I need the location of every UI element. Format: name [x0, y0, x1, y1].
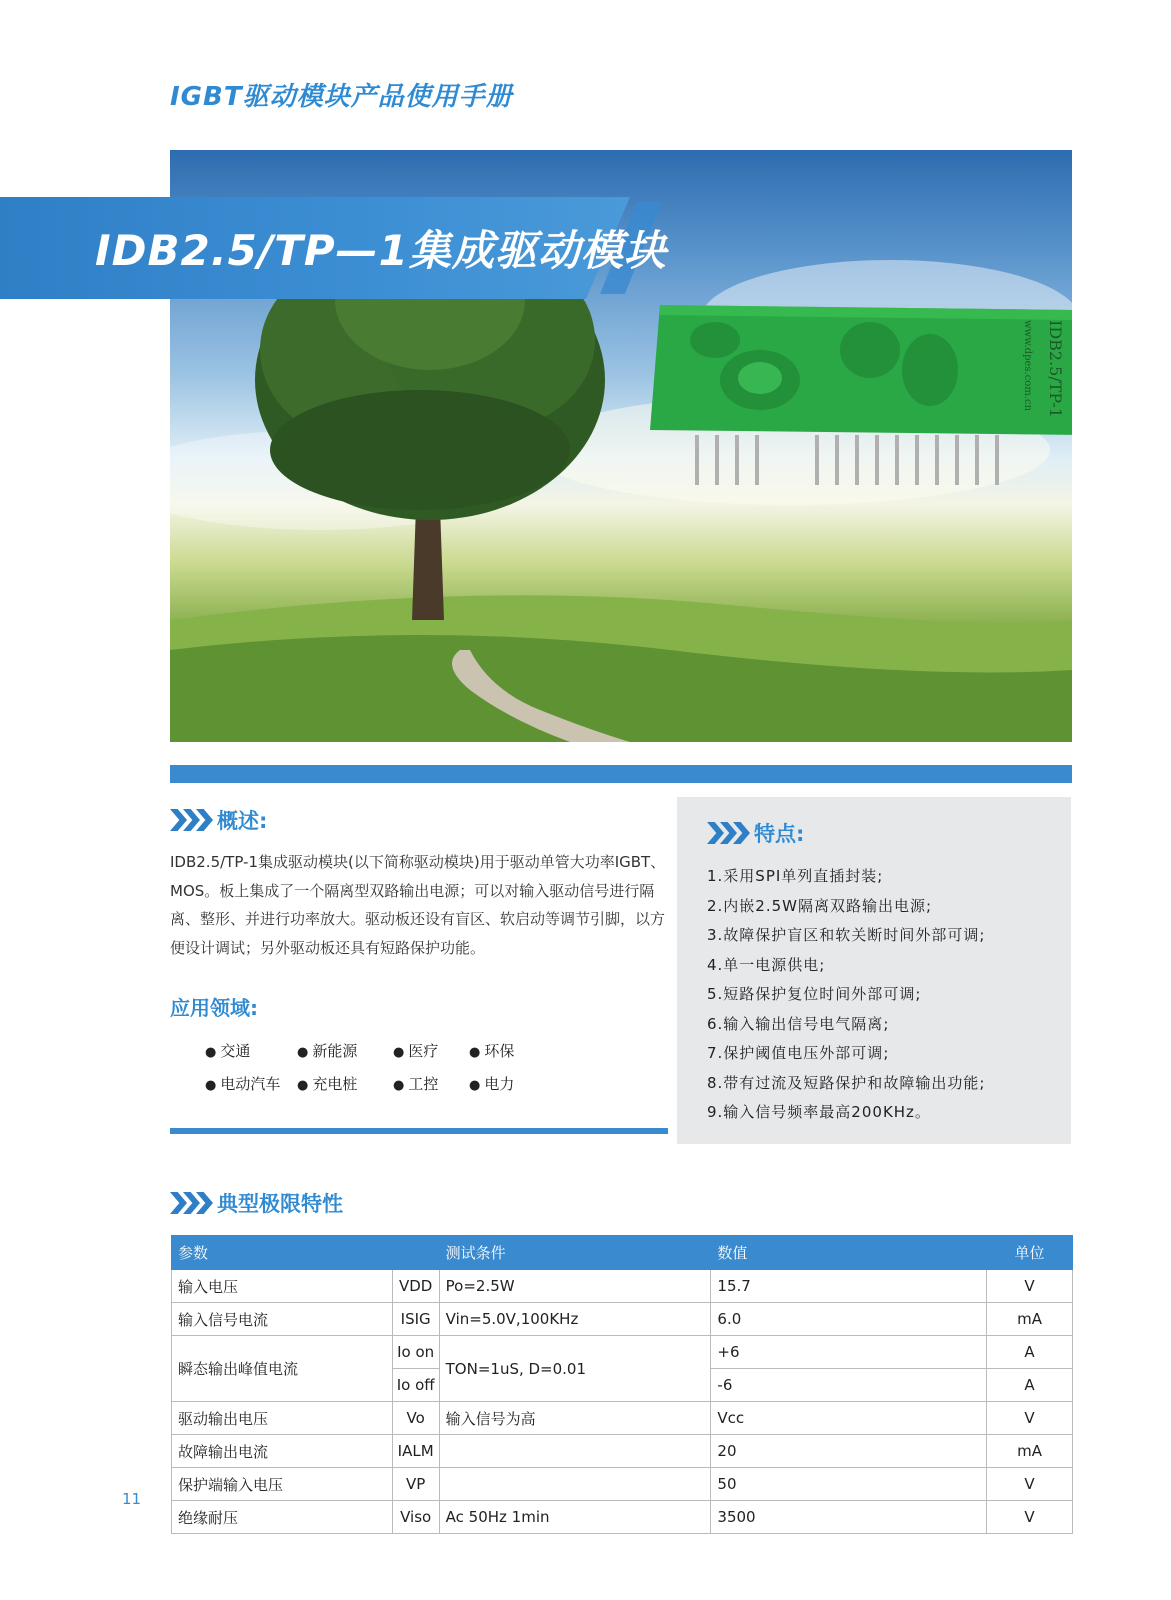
overview-title: 概述:: [217, 809, 268, 833]
feature-item: 5.短路保护复位时间外部可调;: [707, 985, 922, 1003]
application-item: ● 环保: [469, 1040, 545, 1061]
param-symbol: Io on: [392, 1336, 439, 1369]
application-item: ● 新能源: [297, 1040, 393, 1061]
param-value: 20: [711, 1435, 987, 1468]
application-item: ● 电力: [469, 1073, 545, 1094]
param-value: Vcc: [711, 1402, 987, 1435]
section-divider-bar: [170, 765, 1072, 783]
table-row: [172, 1435, 1073, 1468]
feature-item: 1.采用SPI单列直插封装;: [707, 867, 884, 885]
limits-title: 典型极限特性: [217, 1192, 343, 1216]
test-condition: [439, 1468, 711, 1501]
test-condition: Vin=5.0V,100KHz: [439, 1303, 711, 1336]
test-condition: [439, 1435, 711, 1468]
application-item: ● 充电桩: [297, 1073, 393, 1094]
param-unit: V: [987, 1402, 1073, 1435]
applications-title: 应用领域:: [170, 996, 258, 1020]
left-column-bottom-bar: [170, 1128, 668, 1134]
test-condition: 输入信号为高: [439, 1402, 711, 1435]
header-condition: 测试条件: [439, 1236, 711, 1270]
param-symbol: Viso: [392, 1501, 439, 1534]
table-row: [172, 1468, 1073, 1501]
application-item: ● 电动汽车: [205, 1073, 297, 1094]
chevron-right-icon: [170, 1192, 209, 1214]
feature-item: 3.故障保护盲区和软关断时间外部可调;: [707, 926, 986, 944]
param-unit: V: [987, 1270, 1073, 1303]
header-unit: 单位: [987, 1236, 1073, 1270]
table-header-row: [172, 1236, 1073, 1270]
module-model-label: IDB2.5/TP-1: [1046, 320, 1065, 418]
param-name: 驱动输出电压: [172, 1402, 393, 1435]
param-unit: A: [987, 1336, 1073, 1369]
limits-heading: [170, 1188, 343, 1218]
test-condition: Ac 50Hz 1min: [439, 1501, 711, 1534]
param-symbol: ISIG: [392, 1303, 439, 1336]
param-unit: A: [987, 1369, 1073, 1402]
header-value: 数值: [711, 1236, 987, 1270]
param-symbol: IALM: [392, 1435, 439, 1468]
application-item: ● 工控: [393, 1073, 469, 1094]
overview-heading: [170, 805, 267, 835]
application-item: ● 医疗: [393, 1040, 469, 1061]
application-item: ● 交通: [205, 1040, 297, 1061]
table-row: [172, 1303, 1073, 1336]
table-row: [172, 1402, 1073, 1435]
param-value: 3500: [711, 1501, 987, 1534]
chevron-right-icon: [707, 822, 746, 844]
features-list: [707, 862, 985, 1128]
overview-text: IDB2.5/TP-1集成驱动模块(以下简称驱动模块)用于驱动单管大功率IGBT、MOS。板上集成了一个隔离型双路输出电源；可以对输入驱动信号进行隔离、整形、并进行功率放大。驱动板还设有盲区、软启动等调节引脚，以方便设计调试；另外驱动板还具有短路保护功能。: [170, 853, 666, 957]
param-unit: V: [987, 1501, 1073, 1534]
table-row: [172, 1336, 1073, 1369]
table-row: [172, 1270, 1073, 1303]
feature-item: 6.输入输出信号电气隔离;: [707, 1014, 890, 1033]
param-unit: mA: [987, 1303, 1073, 1336]
test-condition: TON=1uS, D=0.01: [439, 1336, 711, 1402]
feature-item: 2.内嵌2.5W隔离双路输出电源;: [707, 896, 933, 915]
param-value: 15.7: [711, 1270, 987, 1303]
table-row: [172, 1501, 1073, 1534]
applications-list: [205, 1040, 545, 1094]
param-value: 6.0: [711, 1303, 987, 1336]
page-number: 11: [122, 1490, 142, 1508]
features-title: 特点:: [754, 822, 805, 846]
limits-table: [171, 1235, 1073, 1534]
document-header-title: IGBT驱动模块产品使用手册: [170, 82, 513, 112]
chevron-right-icon: [170, 809, 209, 831]
param-name: 输入信号电流: [172, 1303, 393, 1336]
product-title: IDB2.5/TP—1集成驱动模块: [95, 226, 667, 275]
feature-item: 9.输入信号频率最高200KHz。: [707, 1103, 931, 1121]
param-symbol: VDD: [392, 1270, 439, 1303]
feature-item: 8.带有过流及短路保护和故障输出功能;: [707, 1073, 986, 1092]
feature-item: 4.单一电源供电;: [707, 955, 826, 974]
param-unit: mA: [987, 1435, 1073, 1468]
features-heading: [707, 818, 804, 848]
module-website-label: www.dpes.com.cn: [1022, 320, 1033, 412]
param-name: 瞬态输出峰值电流: [172, 1336, 393, 1402]
feature-item: 7.保护阈值电压外部可调;: [707, 1044, 890, 1062]
param-symbol: Vo: [392, 1402, 439, 1435]
param-name: 保护端输入电压: [172, 1468, 393, 1501]
param-value: +6: [711, 1336, 987, 1369]
param-value: 50: [711, 1468, 987, 1501]
param-symbol: VP: [392, 1468, 439, 1501]
param-symbol: Io off: [392, 1369, 439, 1402]
param-unit: V: [987, 1468, 1073, 1501]
param-name: 故障输出电流: [172, 1435, 393, 1468]
param-name: 输入电压: [172, 1270, 393, 1303]
param-value: -6: [711, 1369, 987, 1402]
param-name: 绝缘耐压: [172, 1501, 393, 1534]
header-param: 参数: [172, 1236, 440, 1270]
test-condition: Po=2.5W: [439, 1270, 711, 1303]
